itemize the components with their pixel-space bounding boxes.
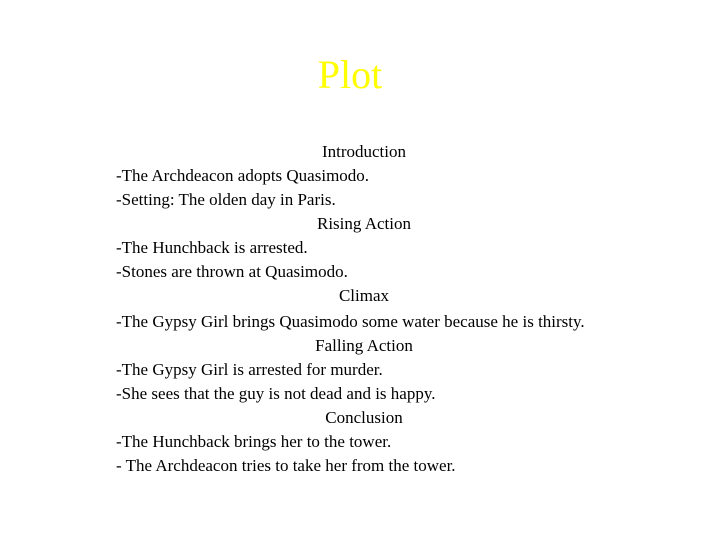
section-heading-rising-action: Rising Action — [317, 214, 411, 233]
section-heading-falling-action: Falling Action — [315, 336, 413, 355]
section-heading-conclusion: Conclusion — [325, 408, 403, 427]
bullet-line: -The Gypsy Girl brings Quasimodo some water because he is thirsty. — [116, 312, 585, 331]
bullet-line: -Stones are thrown at Quasimodo. — [116, 262, 348, 281]
bullet-line: -The Hunchback is arrested. — [116, 238, 308, 257]
bullet-line: -Setting: The olden day in Paris. — [116, 190, 336, 209]
slide-title: Plot — [317, 52, 383, 97]
bullet-line: -She sees that the guy is not dead and is happy. — [116, 384, 436, 403]
slide-body — [116, 140, 612, 478]
bullet-line: -The Archdeacon adopts Quasimodo. — [116, 166, 370, 185]
section-heading-introduction: Introduction — [321, 142, 407, 161]
bullet-line: -The Gypsy Girl is arrested for murder. — [116, 360, 383, 379]
bullet-line: - The Archdeacon tries to take her from the tower. — [116, 456, 456, 475]
bullet-line: -The Hunchback brings her to the tower. — [116, 432, 392, 451]
section-heading-climax: Climax — [338, 286, 390, 305]
